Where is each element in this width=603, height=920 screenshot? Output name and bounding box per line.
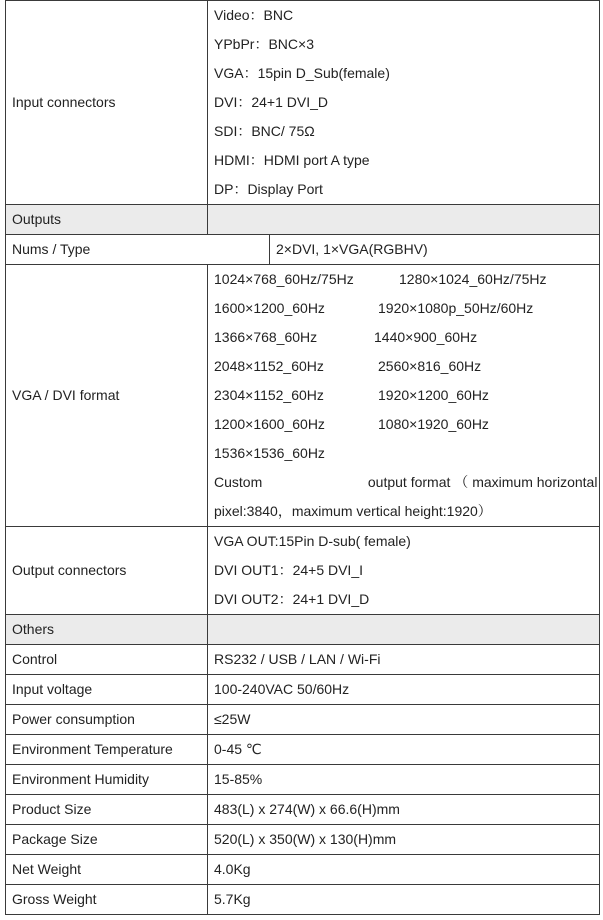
spec-row-environment-temperature <box>6 735 600 765</box>
spec-row-label: Input voltage <box>6 675 208 705</box>
spec-row-gross-weight <box>6 885 600 915</box>
format-line: 1200×1600_60Hz 1080×1920_60Hz <box>214 416 489 432</box>
spec-row-label: Environment Temperature <box>6 735 208 765</box>
format-line: 1600×1200_60Hz 1920×1080p_50Hz/60Hz <box>214 300 534 316</box>
spec-row-value: RS232 / USB / LAN / Wi-Fi <box>208 645 600 675</box>
input-connector-line: HDMI：HDMI port A type <box>214 152 370 168</box>
spec-row-net-weight <box>6 855 600 885</box>
spec-row-value: 4.0Kg <box>208 855 600 885</box>
input-connectors-values <box>208 1 600 205</box>
output-connectors-label: Output connectors <box>6 527 208 615</box>
nums-type-value: 2×DVI, 1×VGA(RGBHV) <box>270 235 600 265</box>
spec-row-package-size <box>6 825 600 855</box>
spec-row-value: ≤25W <box>208 705 600 735</box>
outputs-section-header <box>6 205 600 235</box>
spec-row-label: Gross Weight <box>6 885 208 915</box>
spec-row-value: 0-45 ℃ <box>208 735 600 765</box>
output-connectors-row <box>6 527 600 615</box>
others-section-header <box>6 615 600 645</box>
spec-row-input-voltage <box>6 675 600 705</box>
spec-row-environment-humidity <box>6 765 600 795</box>
vga-dvi-format-row <box>6 265 600 527</box>
spec-row-label: Control <box>6 645 208 675</box>
spec-row-power-consumption <box>6 705 600 735</box>
spec-row-value: 5.7Kg <box>208 885 600 915</box>
output-connector-line: VGA OUT:15Pin D-sub( female) <box>214 533 411 549</box>
spec-row-value: 100-240VAC 50/60Hz <box>208 675 600 705</box>
input-connector-line: YPbPr：BNC×3 <box>214 36 314 52</box>
spec-row-control <box>6 645 600 675</box>
vga-dvi-format-values <box>208 265 600 527</box>
spec-table <box>5 0 600 915</box>
custom-format-line: Custom output format （ maximum horizontal <box>214 474 598 490</box>
spec-row-label: Power consumption <box>6 705 208 735</box>
format-line: 1536×1536_60Hz <box>214 445 325 461</box>
output-connector-line: DVI OUT1：24+5 DVI_I <box>214 562 364 578</box>
output-connector-line: DVI OUT2：24+1 DVI_D <box>214 591 370 607</box>
spec-row-label: Net Weight <box>6 855 208 885</box>
input-connector-line: DVI：24+1 DVI_D <box>214 94 328 110</box>
format-line: 1024×768_60Hz/75Hz 1280×1024_60Hz/75Hz <box>214 271 547 287</box>
spec-row-value: 15-85% <box>208 765 600 795</box>
format-line: 2304×1152_60Hz 1920×1200_60Hz <box>214 387 489 403</box>
outputs-section-label: Outputs <box>6 205 208 235</box>
output-connectors-values <box>208 527 600 615</box>
input-connector-line: VGA：15pin D_Sub(female) <box>214 65 390 81</box>
input-connector-line: SDI：BNC/ 75Ω <box>214 123 315 139</box>
input-connector-line: Video：BNC <box>214 7 294 23</box>
outputs-section-empty <box>208 205 600 235</box>
format-line: 2048×1152_60Hz 2560×816_60Hz <box>214 358 482 374</box>
spec-row-label: Product Size <box>6 795 208 825</box>
others-section-label: Others <box>6 615 208 645</box>
spec-row-value: 483(L) x 274(W) x 66.6(H)mm <box>208 795 600 825</box>
format-line: 1366×768_60Hz 1440×900_60Hz <box>214 329 478 345</box>
others-section-empty <box>208 615 600 645</box>
custom-format-line-2: pixel:3840，maximum vertical height:1920） <box>214 503 492 519</box>
nums-type-row <box>6 235 600 265</box>
spec-row-value: 520(L) x 350(W) x 130(H)mm <box>208 825 600 855</box>
spec-row-label: Environment Humidity <box>6 765 208 795</box>
nums-type-label: Nums / Type <box>6 235 270 265</box>
spec-row-label: Package Size <box>6 825 208 855</box>
input-connector-line: DP：Display Port <box>214 181 323 197</box>
spec-row-product-size <box>6 795 600 825</box>
vga-dvi-format-label: VGA / DVI format <box>6 265 208 527</box>
input-connectors-label: Input connectors <box>6 1 208 205</box>
input-connectors-row <box>6 1 600 205</box>
